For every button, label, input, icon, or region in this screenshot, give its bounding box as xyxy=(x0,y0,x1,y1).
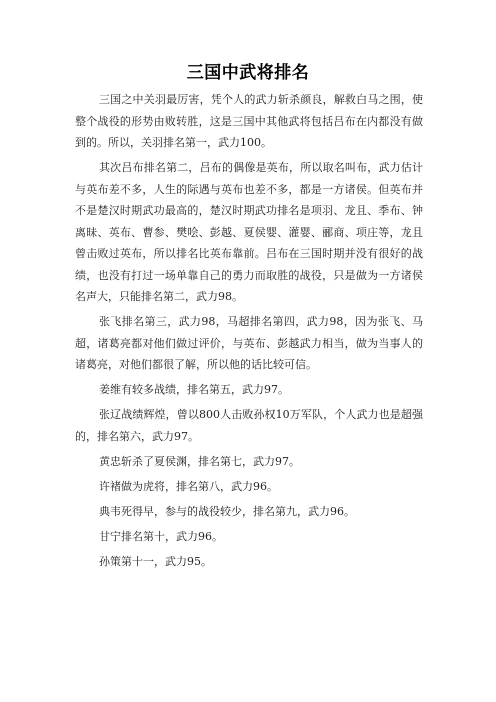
paragraph-sun-ce: 孙策第十一，武力95。 xyxy=(99,554,212,568)
paragraph-huang-zhong: 黄忠斩杀了夏侯渊，排名第七，武力97。 xyxy=(99,454,300,468)
paragraph-zhang-fei-ma-chao: 张飞排名第三，武力98，马超排名第四，武力98，因为张飞、马超，诸葛亮都对他们做过评价，与英布、彭越武力相当，做为当事人的诸葛亮，对他们都很了解，所以他的话比较可信。 xyxy=(75,315,423,371)
document-body xyxy=(75,89,423,576)
paragraph-lu-bu: 其次吕布排名第二，吕布的偶像是英布，所以取名叫布，武力估计与英布差不多，人生的际遇与英布也差不多，都是一方诸侯。但英布并不是楚汉时期武功最高的，楚汉时期武功排名是项羽、龙且、季布、钟离昧、英布、曹参、樊哙、彭越、夏侯婴、灌婴、郦商、项庄等，龙且曾击败过英布，所以排名比英布靠前。吕布在三国时期并没有很好的战绩，也没有打过一场单靠自己的勇力而取胜的战役，只是做为一方诸侯名声大，只能排名第二，武力98。 xyxy=(75,161,423,303)
paragraph-jiang-wei: 姜维有较多战绩，排名第五，武力97。 xyxy=(99,383,289,396)
paragraph-zhang-liao: 张辽战绩辉煌，曾以800人击败孙权10万军队，个人武力也是超强的，排名第六，武力97。 xyxy=(75,408,423,443)
paragraph-dian-wei: 典韦死得早，参与的战役较少，排名第九，武力96。 xyxy=(99,504,355,518)
paragraph-guan-yu: 三国之中关羽最厉害，凭个人的武力斩杀颜良，解救白马之围，使整个战役的形势由败转胜，这是三国中其他武将包括吕布在内都没有做到的。所以，关羽排名第一，武力100。 xyxy=(75,93,423,149)
paragraph-xu-chu: 许褚做为虎将，排名第八，武力96。 xyxy=(99,479,278,493)
paragraph-gan-ning: 甘宁排名第十，武力96。 xyxy=(99,529,223,543)
document-title: 三国中武将排名 xyxy=(186,63,310,83)
